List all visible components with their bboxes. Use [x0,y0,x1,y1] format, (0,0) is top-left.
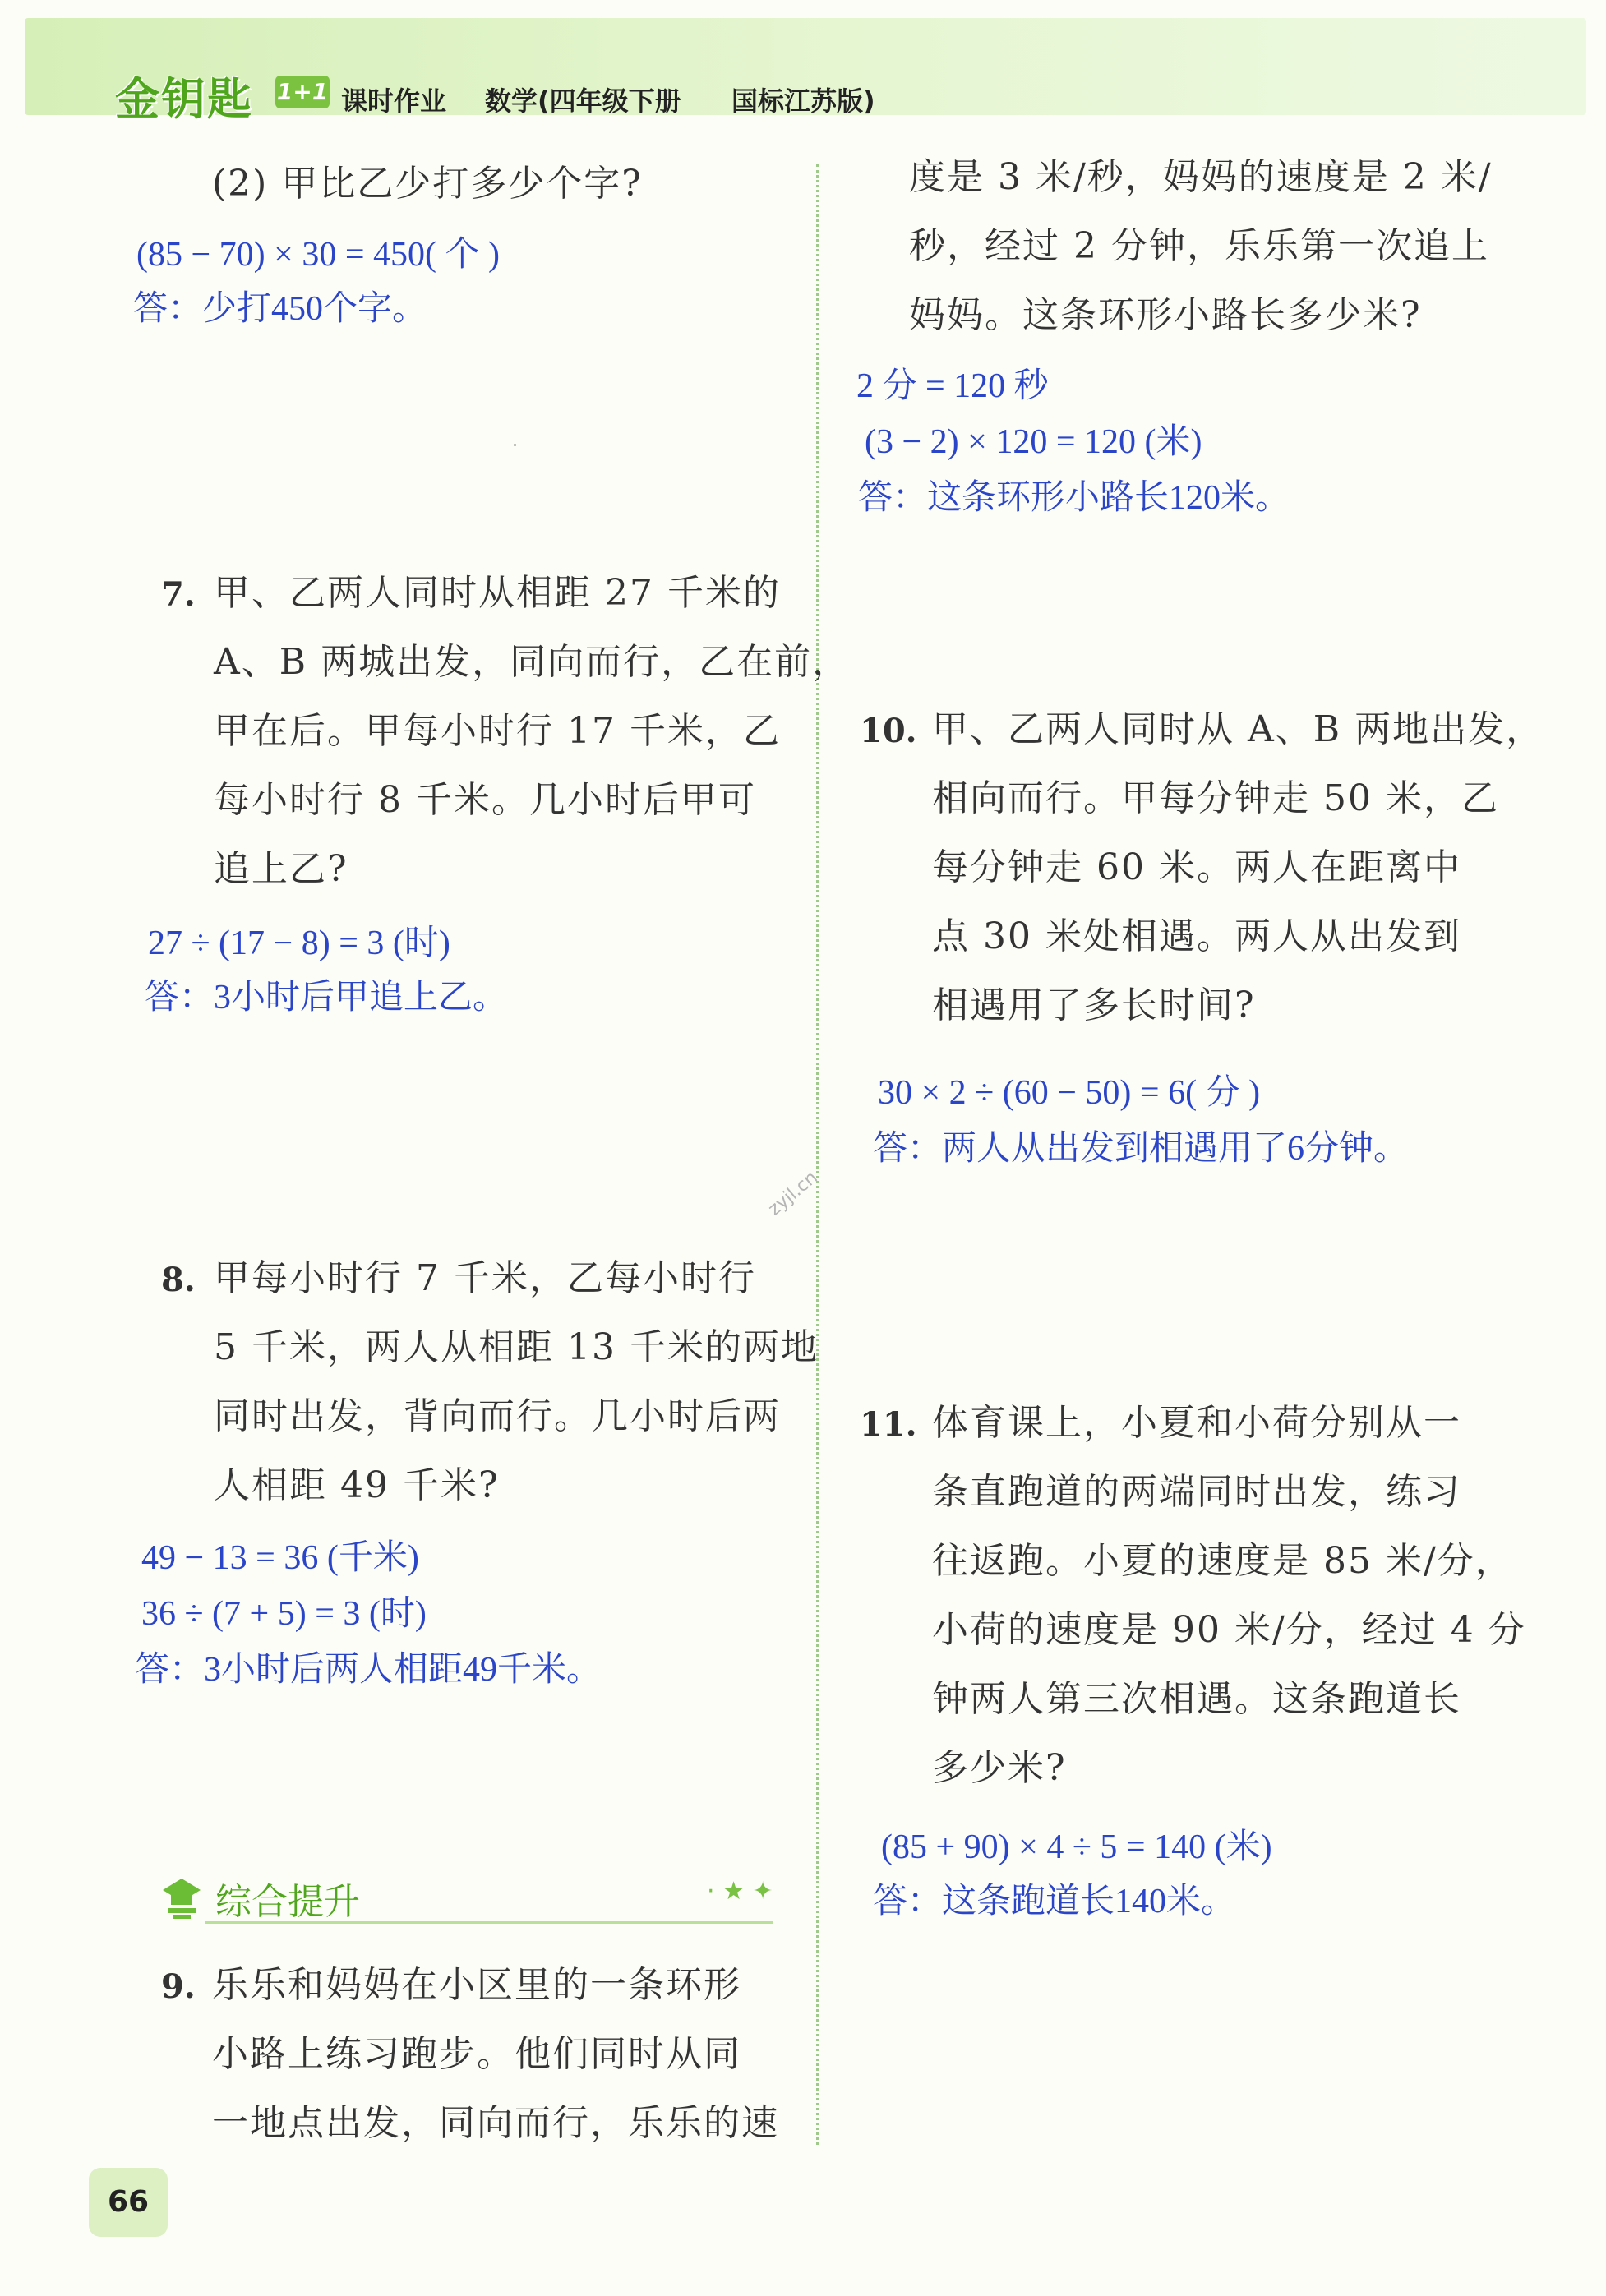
question-10-line: 甲、乙两人同时从 A、B 两地出发， [932,708,1544,750]
answer-11-line-2: 答：这条跑道长140米。 [873,1883,1236,1920]
question-11-line: 往返跑。小夏的速度是 85 米/分， [932,1540,1513,1582]
brand-logo: 金钥匙 [115,73,253,125]
stray-dot [514,444,516,446]
question-8-line: 人相距 49 千米? [214,1464,500,1506]
question-10-number: 10. [860,712,917,750]
question-7-line: 每小时行 8 千米。几小时后甲可 [214,779,756,821]
question-11-line: 条直跑道的两端同时出发，练习 [932,1471,1461,1513]
section-title: 综合提升 [215,1881,360,1923]
header-subject: 数学(四年级下册 [485,85,681,117]
answer-9-line-1: 2 分 = 120 秒 [856,367,1049,405]
question-8-line: 甲每小时行 7 千米，乙每小时行 [214,1257,756,1299]
star-icon: · ★ ✦ [707,1877,773,1906]
answer-8-line-3: 答：3小时后两人相距49千米。 [135,1651,602,1689]
question-7-line: 甲、乙两人同时从相距 27 千米的 [214,572,781,614]
section-underline [205,1921,773,1924]
brand-badge: 1+1 [275,76,330,108]
answer-11-line-1: (85 + 90) × 4 ÷ 5 = 140 (米) [881,1828,1272,1866]
question-9-cont-line: 度是 3 米/秒，妈妈的速度是 2 米/ [909,156,1493,198]
question-6-part-2: (2) 甲比乙少打多少个字? [212,163,643,205]
question-8-line: 同时出发，背向而行。几小时后两 [214,1395,781,1437]
question-10-line: 每分钟走 60 米。两人在距离中 [932,846,1461,888]
answer-7-line-1: 27 ÷ (17 − 8) = 3 (时) [148,924,450,962]
answer-6b-line-1: (85 − 70) × 30 = 450( 个 ) [136,236,501,274]
answer-8-line-2: 36 ÷ (7 + 5) = 3 (时) [141,1595,427,1633]
question-10-line: 相遇用了多长时间? [932,984,1256,1026]
graduation-cap-icon [161,1875,202,1921]
answer-9-line-3: 答：这条环形小路长120米。 [858,479,1290,517]
question-9-line: 乐乐和妈妈在小区里的一条环形 [212,1964,741,2006]
question-9-number: 9. [161,1967,196,2006]
question-9-cont-line: 妈妈。这条环形小路长多少米? [909,294,1422,336]
watermark: zyjl.cn [764,1167,822,1220]
question-10-line: 相向而行。甲每分钟走 50 米，乙 [932,777,1499,819]
question-7-line: 甲在后。甲每小时行 17 千米，乙 [214,710,781,752]
question-11-number: 11. [860,1405,917,1444]
page-number: 66 [89,2168,168,2237]
answer-10-line-2: 答：两人从出发到相遇用了6分钟。 [873,1130,1409,1168]
question-11-line: 体育课上，小夏和小荷分别从一 [932,1402,1461,1444]
question-9-line: 一地点出发，同向而行，乐乐的速 [212,2102,779,2144]
header-edition: 国标江苏版) [731,85,875,117]
answer-9-line-2: (3 − 2) × 120 = 120 (米) [865,423,1202,461]
question-11-line: 多少米? [932,1747,1067,1789]
question-7-number: 7. [161,575,196,614]
answer-6b-line-2: 答：少打450个字。 [133,290,427,328]
question-11-line: 钟两人第三次相遇。这条跑道长 [932,1678,1461,1720]
answer-10-line-1: 30 × 2 ÷ (60 − 50) = 6( 分 ) [878,1074,1261,1112]
answer-7-line-2: 答：3小时后甲追上乙。 [145,979,508,1017]
question-7-line: A、B 两城出发，同向而行，乙在前， [214,641,851,683]
question-9-line: 小路上练习跑步。他们同时从同 [212,2033,741,2075]
section-header [156,1867,781,1925]
question-10-line: 点 30 米处相遇。两人从出发到 [932,915,1461,957]
question-7-line: 追上乙? [214,848,348,890]
column-divider [816,164,819,2145]
question-8-line: 5 千米，两人从相距 13 千米的两地 [214,1326,819,1368]
question-8-number: 8. [161,1261,196,1299]
header-series: 课时作业 [341,85,447,117]
answer-8-line-1: 49 − 13 = 36 (千米) [141,1539,419,1577]
question-9-cont-line: 秒，经过 2 分钟，乐乐第一次追上 [909,225,1489,267]
question-11-line: 小荷的速度是 90 米/分，经过 4 分 [932,1609,1526,1651]
